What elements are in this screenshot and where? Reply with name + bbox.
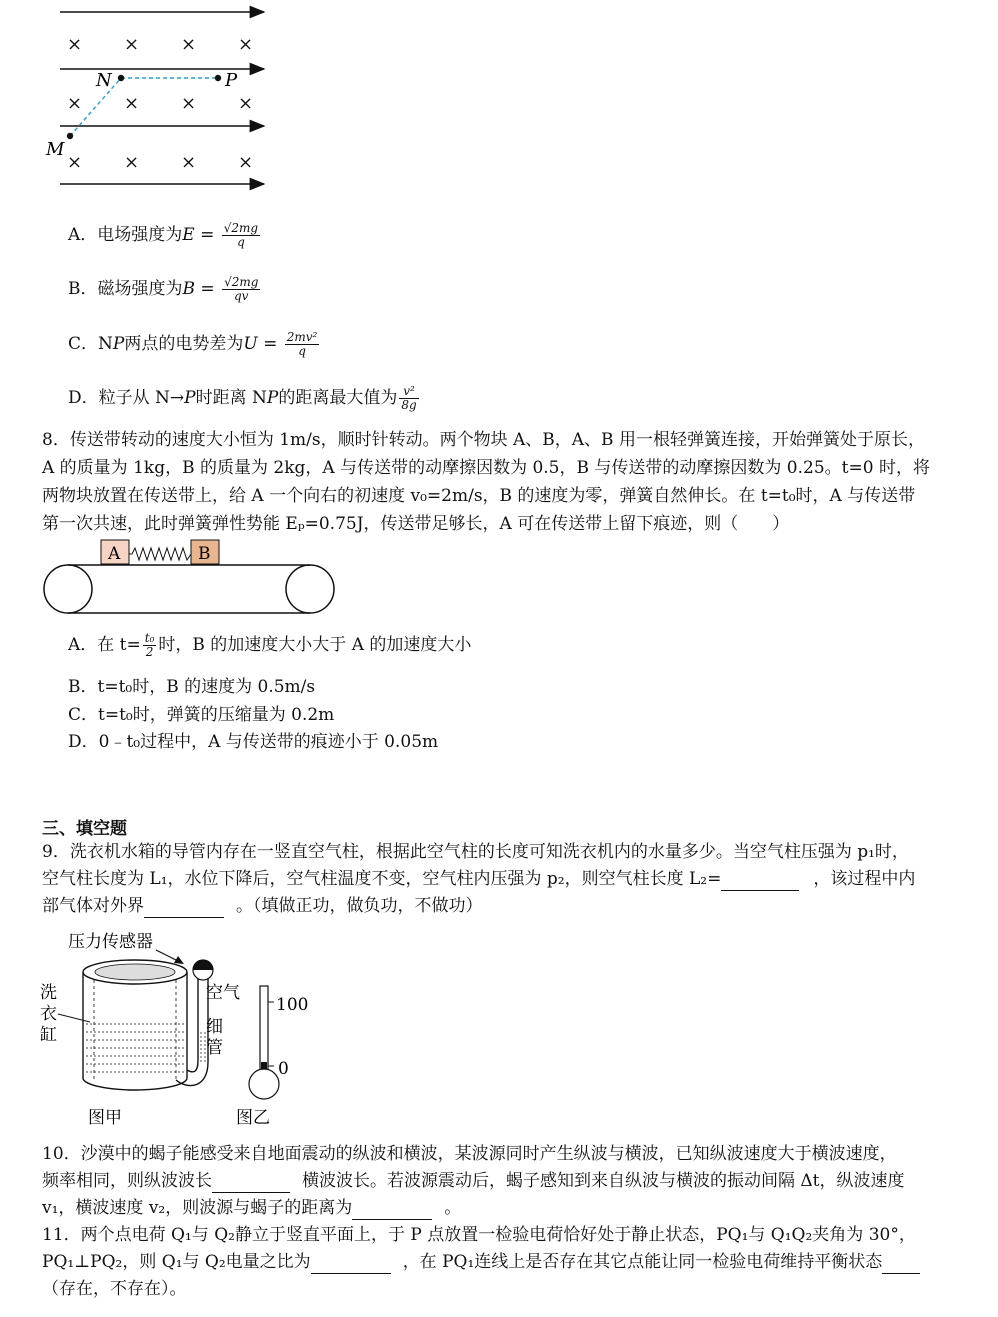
tube-label-1: 细 (206, 1017, 223, 1037)
q9-blank-2[interactable] (144, 899, 224, 918)
label-n: N (96, 70, 112, 91)
q11-line-1: 11．两个点电荷 Q₁与 Q₂静立于竖直平面上，于 P 点放置一检验电荷恰好处于静止状态，PQ₁与 Q₁Q₂夹角为 30°， (42, 1225, 916, 1245)
point-n (118, 75, 124, 81)
q9-line-1: 9．洗衣机水箱的导管内存在一竖直空气柱，根据此空气柱的长度可知洗衣机内的水量多少。当空气柱压强为 p₁时， (42, 842, 909, 862)
q8-option-b: B．t=t₀时，B 的速度为 0.5m/s (68, 677, 316, 697)
q10-line-3: v₁，横波速度 v₂，则波源与蝎子的距离为 。 (42, 1198, 462, 1218)
q7-option-b: B．磁场强度为B = $\frac{√2mg}{qv}$ (68, 275, 259, 303)
conveyor-diagram (40, 536, 340, 620)
q8-line-3: 两物块放置在传送带上，给 A 一个向右的初速度 v₀=2m/s，B 的速度为零，弹簧自然伸长。在 t=t₀时，A 与传送带 (42, 486, 916, 506)
q7-option-d: D．粒子从 N→P时距离 NP的距离最大值为 $\frac{\text{v²}}{8g}$ (68, 384, 417, 412)
q9-line-2: 空气柱长度为 L₁，水位下降后，空气柱温度不变，空气柱内压强为 p₂，则空气柱长度 L₂= ，该过程中内 (42, 869, 916, 889)
cross: × (124, 93, 140, 114)
q10-blank-2[interactable] (352, 1201, 432, 1220)
cross: × (181, 152, 197, 173)
q8-option-c: C．t=t₀时，弹簧的压缩量为 0.2m (68, 705, 335, 725)
q10-blank-1[interactable] (212, 1174, 290, 1193)
cross: × (67, 34, 83, 55)
cross: × (238, 34, 254, 55)
pulley-left (44, 565, 92, 613)
cross: × (238, 93, 254, 114)
tank-label-1: 洗 (40, 983, 57, 1003)
water (86, 1024, 184, 1072)
scale-0: 0 (278, 1059, 289, 1079)
pulley-right (286, 565, 334, 613)
q8-option-a: A．在 t= $\frac{\text{t₀}}{2}$ 时，B 的加速度大小大于 A 的加速度大小 (68, 631, 472, 659)
scale-100: 100 (276, 995, 309, 1015)
air-label: 空气 (206, 983, 240, 1003)
gauge-tube (260, 986, 268, 1070)
q9-blank-1[interactable] (721, 872, 799, 891)
cross: × (181, 34, 197, 55)
q11-blank-2[interactable] (882, 1255, 920, 1274)
section-heading: 三、填空题 (42, 819, 127, 839)
q11-blank-1[interactable] (311, 1255, 391, 1274)
label-p: P (225, 70, 238, 91)
cross: × (67, 93, 83, 114)
cross: × (124, 152, 140, 173)
q8-line-1: 8．传送带转动的速度大小恒为 1m/s，顺时针转动。两个物块 A、B，A、B 用一根轻弹簧连接，开始弹簧处于原长， (42, 430, 925, 450)
sensor-label: 压力传感器 (68, 932, 153, 952)
q7-option-c: C．NP两点的电势差为U = $\frac{\text{2mv²}}{q}$ (68, 330, 318, 358)
magnetic-crosses (67, 34, 253, 173)
cross: × (124, 34, 140, 55)
cross: × (181, 93, 197, 114)
q7-option-a: A．电场强度为E = $\frac{√2mg}{q}$ (68, 221, 259, 249)
q10-line-1: 10．沙漠中的蝎子能感受来自地面震动的纵波和横波，某波源同时产生纵波与横波，已知纵波速度大于横波速度， (42, 1144, 897, 1164)
gauge-bulb (249, 1069, 279, 1099)
tube-label-2: 管 (206, 1038, 223, 1058)
block-b-label: B (198, 544, 211, 564)
q8-line-2: A 的质量为 1kg，B 的质量为 2kg，A 与传送带的动摩擦因数为 0.5，B 与传送带的动摩擦因数为 0.25。t=0 时，将 (42, 458, 930, 478)
q11-line-3: （存在，不存在）。 (42, 1279, 187, 1299)
q8-line-4: 第一次共速，此时弹簧弹性势能 Eₚ=0.75J，传送带足够长，A 可在传送带上留下痕迹，则（ ） (42, 514, 790, 534)
q9-line-3: 部气体对外界 。（填做正功，做负功，不做功） (42, 896, 483, 916)
tank-label-3: 缸 (40, 1025, 57, 1045)
caption-b: 图乙 (236, 1108, 270, 1128)
block-a-label: A (108, 544, 121, 564)
thin-tube (176, 977, 208, 1086)
cross: × (238, 152, 254, 173)
q10-line-2: 频率相同，则纵波波长 横波波长。若波源震动后，蝎子感知到来自纵波与横波的振动间隔 Δt，纵波速度 (42, 1171, 905, 1191)
washer-diagram (38, 922, 338, 1132)
spring (129, 548, 191, 560)
q11-line-2: PQ₁⊥PQ₂，则 Q₁与 Q₂电量之比为 ，在 PQ₁连线上是否存在其它点能让同一检验电荷维持平衡状态 (42, 1250, 920, 1274)
tank-label-2: 衣 (40, 1004, 57, 1024)
cross: × (67, 152, 83, 173)
label-m: M (46, 139, 65, 160)
caption-a: 图甲 (88, 1108, 122, 1128)
field-diagram (40, 0, 280, 200)
q8-option-d: D．0﹣t₀过程中，A 与传送带的痕迹小于 0.05m (68, 732, 439, 752)
point-m (67, 133, 73, 139)
point-p (215, 75, 221, 81)
